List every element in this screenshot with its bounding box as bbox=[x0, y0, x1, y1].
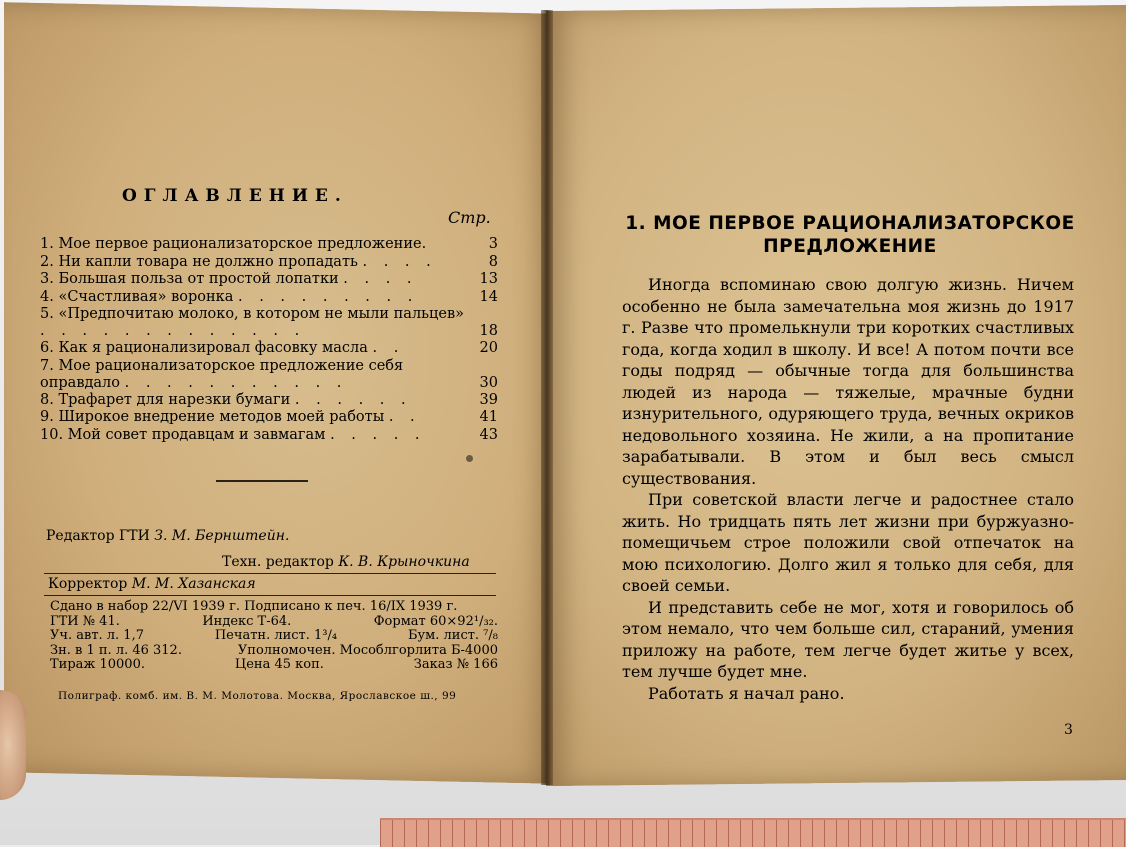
toc-item-leader: . . . . . bbox=[330, 426, 426, 443]
table-of-contents bbox=[40, 236, 498, 444]
toc-item bbox=[40, 340, 498, 358]
proofreader-label: Корректор bbox=[48, 576, 128, 592]
toc-item-label: Мое первое рационализаторское предложение. bbox=[58, 236, 427, 252]
toc-item-page: 41 bbox=[479, 409, 498, 425]
toc-item-number: 4. bbox=[40, 288, 54, 305]
specs-cell: Сдано в набор 22/VI 1939 г. Подписано к печ. 16/IX 1939 г. bbox=[50, 599, 458, 614]
specs-row bbox=[50, 615, 498, 630]
imprint-rule-bottom bbox=[44, 595, 496, 596]
toc-item-label: «Счастливая» воронка bbox=[58, 288, 234, 305]
paragraph: И представить себе не мог, хотя и говорилось об этом немало, что чем больше сил, стараний, умения приложу на работе, тем легче будет житье у всех, тем лучше будет мне. bbox=[622, 597, 1074, 681]
toc-item-number: 8. bbox=[40, 391, 54, 408]
toc-item bbox=[40, 427, 498, 445]
toc-title: ОГЛАВЛЕНИЕ. bbox=[122, 186, 348, 206]
toc-item-number: 10. bbox=[40, 426, 64, 443]
toc-item-label: Большая польза от простой лопатки bbox=[58, 271, 339, 287]
specs-cell: Цена 45 коп. bbox=[234, 657, 324, 673]
ruler bbox=[380, 818, 1126, 847]
proofreader-name: М. М. Хазанская bbox=[131, 576, 256, 592]
editor-name: З. М. Бернштейн. bbox=[154, 528, 290, 544]
book-spine bbox=[541, 10, 553, 785]
specs-row bbox=[50, 629, 498, 644]
toc-item-leader: . . . . . . . . . . . bbox=[124, 374, 348, 391]
toc-item bbox=[40, 254, 498, 272]
toc-item bbox=[40, 358, 498, 392]
toc-item-label: Ни капли товара не должно пропадать bbox=[58, 253, 358, 270]
toc-item-page: 43 bbox=[479, 426, 498, 443]
specs-row bbox=[50, 658, 498, 673]
toc-item-number: 2. bbox=[40, 253, 54, 270]
toc-item-leader: . . . . bbox=[362, 253, 437, 270]
specs-row bbox=[50, 644, 498, 659]
paragraph: Работать я начал рано. bbox=[648, 683, 845, 703]
specs-cell: Печатн. лист. 1³/₄ bbox=[214, 628, 338, 644]
toc-item-leader: . . . . . . . . . bbox=[238, 288, 419, 305]
toc-item-leader: . . . . bbox=[343, 271, 418, 287]
toc-item-leader: . . bbox=[372, 340, 405, 356]
toc-item-page: 30 bbox=[479, 374, 498, 391]
toc-item-page: 13 bbox=[479, 271, 498, 287]
specs-cell: Бум. лист. ⁷/₈ bbox=[407, 628, 498, 644]
imprint-rule-top bbox=[44, 573, 496, 574]
toc-item bbox=[40, 409, 498, 427]
chapter-title: 1. МОЕ ПЕРВОЕ РАЦИОНАЛИЗАТОРСКОЕ ПРЕДЛОЖЕНИЕ bbox=[625, 213, 1075, 257]
paragraph: Иногда вспоминаю свою долгую жизнь. Ничем особенно не была замечательна моя жизнь до 1917 г. Разве что промелькнули три коротких счастливых года, когда ходил в школу. И все! А потом почти все годы подряд — обычные тогда для большинства людей из народа — тяжелые, мрачные будни изнурительного, одуряющего труда, вечных окриков недовольного хозяина. Не жили, а на пропитание зарабатывали. В этом и был весь смысл существования. bbox=[622, 275, 1074, 488]
toc-item-number: 5. bbox=[40, 306, 54, 322]
toc-item bbox=[40, 392, 498, 410]
toc-item-number: 3. bbox=[40, 271, 54, 287]
specs-cell: Уполномочен. Мособлгорлита Б-4000 bbox=[237, 642, 498, 658]
chapter-body bbox=[622, 274, 1074, 704]
toc-item-leader: . . . . . . bbox=[294, 391, 412, 408]
specs-cell: ГТИ № 41. bbox=[50, 613, 120, 629]
page-column-label: Стр. bbox=[448, 208, 491, 227]
toc-item-page: 3 bbox=[488, 236, 498, 252]
specs-cell: Заказ № 166 bbox=[413, 657, 498, 673]
specs-cell: Зн. в 1 п. л. 46 312. bbox=[50, 642, 182, 658]
tech-editor-name: К. В. Крыночкина bbox=[338, 554, 470, 570]
divider bbox=[216, 480, 308, 482]
toc-item-page: 18 bbox=[479, 323, 498, 339]
toc-item-label: Широкое внедрение методов моей работы bbox=[58, 409, 385, 425]
toc-item-number: 6. bbox=[40, 340, 54, 356]
specs-cell: Тираж 10000. bbox=[50, 657, 145, 673]
specs-cell: Индекс Т-64. bbox=[202, 613, 292, 629]
editor-credit bbox=[46, 528, 289, 544]
toc-item-leader: . . . . . . . . . . . . . bbox=[40, 323, 306, 339]
printer-credit: Полиграф. комб. им. В. М. Молотова. Москва, Ярославское ш., 99 bbox=[58, 690, 457, 702]
toc-item-label: Мое рационализаторское предложение себя оправдало bbox=[40, 357, 404, 391]
toc-item-label: Трафарет для нарезки бумаги bbox=[58, 391, 291, 408]
publication-specs bbox=[50, 600, 498, 673]
specs-cell: Формат 60×92¹/₃₂. bbox=[373, 613, 498, 629]
editor-label: Редактор ГТИ bbox=[46, 528, 150, 544]
toc-item bbox=[40, 236, 498, 254]
toc-item-page: 14 bbox=[479, 288, 498, 305]
thumb bbox=[0, 690, 26, 800]
tech-editor-label: Техн. редактор bbox=[222, 554, 334, 570]
specs-cell: Уч. авт. л. 1,7 bbox=[50, 628, 144, 644]
proofreader-credit bbox=[48, 576, 256, 592]
paper-hole bbox=[466, 455, 473, 462]
toc-item-page: 20 bbox=[479, 340, 498, 356]
toc-item-label: Мой совет продавцам и завмагам bbox=[67, 426, 326, 443]
toc-item-page: 39 bbox=[479, 391, 498, 408]
toc-item-label: Как я рационализировал фасовку масла bbox=[58, 340, 368, 356]
toc-item bbox=[40, 289, 498, 307]
specs-row bbox=[50, 600, 498, 615]
toc-item-page: 8 bbox=[488, 253, 498, 270]
toc-item-leader: . . bbox=[388, 409, 421, 425]
page-number: 3 bbox=[1064, 722, 1073, 738]
tech-editor-credit bbox=[222, 554, 470, 570]
toc-item bbox=[40, 271, 498, 289]
toc-item-number: 1. bbox=[40, 236, 54, 252]
toc-item bbox=[40, 306, 498, 340]
toc-item-number: 9. bbox=[40, 409, 54, 425]
toc-item-number: 7. bbox=[40, 357, 54, 374]
paragraph: При советской власти легче и радостнее стало жить. Но тридцать пять лет жизни при буржуазно-помещичьем строе положили свой отпечаток на мою психологию. Долго жил я только для себя, для своей семьи. bbox=[622, 490, 1074, 595]
toc-item-label: «Предпочитаю молоко, в котором не мыли пальцев» bbox=[58, 306, 464, 322]
